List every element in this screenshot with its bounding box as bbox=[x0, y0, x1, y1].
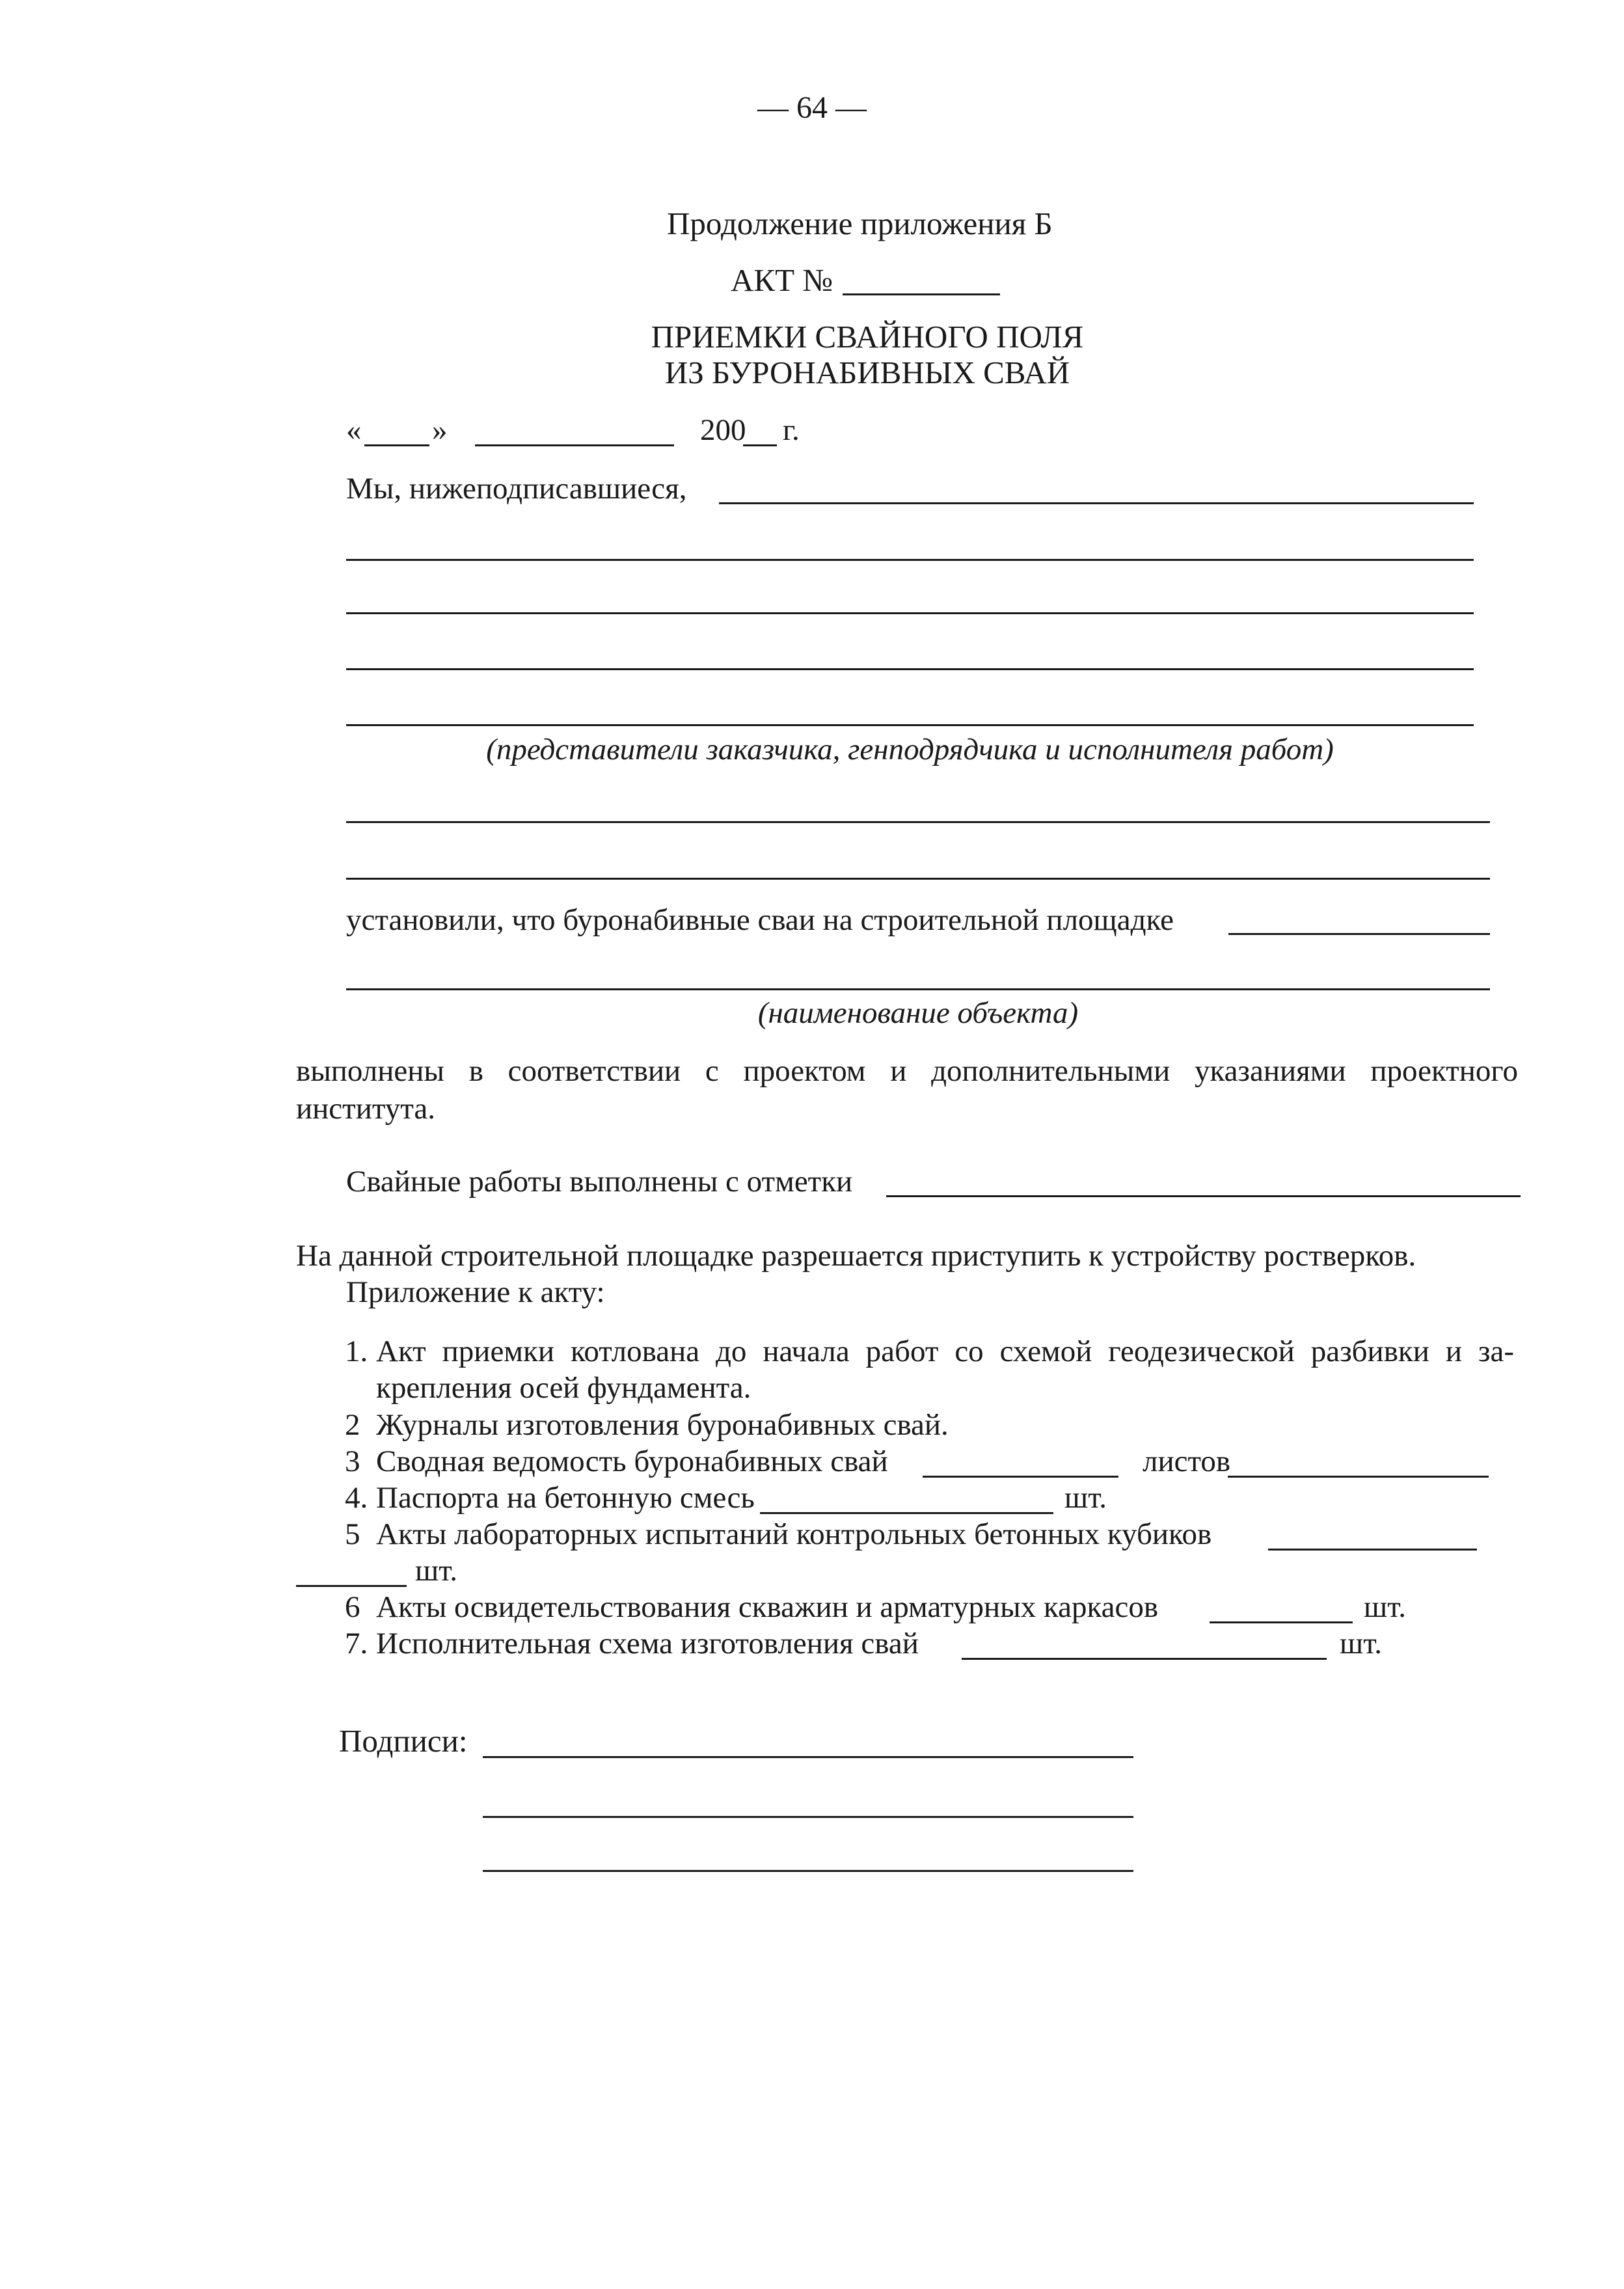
date-year-prefix: 200 bbox=[700, 413, 746, 447]
signatories-intro: Мы, нижеподписавшиеся, bbox=[346, 472, 687, 506]
appendix-note: Продолжение приложения Б bbox=[667, 206, 1053, 241]
attachment-3-mid: листов bbox=[1143, 1444, 1231, 1478]
date-day-field[interactable] bbox=[364, 444, 429, 446]
attachment-5-number: 5 bbox=[345, 1517, 360, 1551]
act-number-field[interactable] bbox=[843, 293, 1000, 295]
permission-text: На данной строительной площадке разрешается приступить к устройству ростверков. bbox=[296, 1239, 1416, 1273]
attachment-2-text: Журналы изготовления буронабивных свай. bbox=[376, 1408, 949, 1442]
signature-line-3[interactable] bbox=[483, 1870, 1133, 1872]
extra-field-line-1[interactable] bbox=[346, 821, 1490, 823]
attachment-4-field[interactable] bbox=[760, 1512, 1053, 1514]
attachment-5-field-b[interactable] bbox=[296, 1585, 407, 1587]
signatories-field-line-2[interactable] bbox=[346, 559, 1474, 561]
act-title-line1: ПРИЕМКИ СВАЙНОГО ПОЛЯ bbox=[651, 319, 1084, 355]
attachment-4-number: 4. bbox=[345, 1481, 368, 1515]
extra-field-line-2[interactable] bbox=[346, 878, 1490, 880]
attachment-5-text: Акты лабораторных испытаний контрольных бетонных кубиков bbox=[376, 1517, 1212, 1551]
attachment-7-unit: шт. bbox=[1340, 1627, 1382, 1660]
signatures-label: Подписи: bbox=[339, 1723, 468, 1759]
signatories-field-line-3[interactable] bbox=[346, 612, 1474, 614]
compliance-line-2: института. bbox=[296, 1092, 436, 1126]
attachment-5-unit: шт. bbox=[415, 1554, 457, 1588]
attachment-3-count-field[interactable] bbox=[923, 1476, 1118, 1478]
attachment-6-number: 6 bbox=[345, 1590, 360, 1624]
attachment-6-text: Акты освидетельствования скважин и арматурных каркасов bbox=[376, 1590, 1159, 1624]
date-year-field[interactable] bbox=[743, 444, 777, 446]
compliance-line-1: выполнены в соответствии с проектом и дополнительными указаниями проектного bbox=[296, 1054, 1518, 1088]
object-caption: (наименование объекта) bbox=[757, 996, 1079, 1030]
attachments-label: Приложение к акту: bbox=[346, 1275, 605, 1309]
attachment-4-unit: шт. bbox=[1064, 1481, 1107, 1515]
attachment-7-field[interactable] bbox=[962, 1658, 1327, 1660]
object-name-field[interactable] bbox=[346, 988, 1490, 990]
attachment-2-number: 2 bbox=[345, 1408, 360, 1442]
signatories-field-line-4[interactable] bbox=[346, 668, 1474, 670]
attachment-3-text: Сводная ведомость буронабивных свай bbox=[376, 1444, 888, 1478]
attachment-1-number: 1. bbox=[345, 1334, 368, 1368]
signatories-field-line-5[interactable] bbox=[346, 724, 1474, 726]
date-close-quote: » bbox=[432, 413, 448, 447]
attachment-7-number: 7. bbox=[345, 1627, 368, 1660]
signatories-field-line-1[interactable] bbox=[719, 502, 1474, 504]
attachment-3-sheets-field[interactable] bbox=[1228, 1476, 1489, 1478]
attachment-1-text-line1: Акт приемки котлована до начала работ со схемой геодезической разбивки и за- bbox=[376, 1334, 1514, 1368]
attachment-7-text: Исполнительная схема изготовления свай bbox=[376, 1627, 919, 1660]
elevation-field[interactable] bbox=[886, 1195, 1521, 1197]
act-number-label: АКТ № bbox=[731, 262, 833, 298]
attachment-1-text-line2: крепления осей фундамента. bbox=[376, 1371, 751, 1405]
attachment-4-text: Паспорта на бетонную смесь bbox=[376, 1481, 755, 1515]
elevation-text: Свайные работы выполнены с отметки bbox=[346, 1165, 853, 1199]
signature-line-2[interactable] bbox=[483, 1816, 1133, 1818]
established-text: установили, что буронабивные сваи на строительной площадке bbox=[346, 903, 1174, 937]
date-month-field[interactable] bbox=[475, 444, 674, 446]
signature-line-1[interactable] bbox=[483, 1756, 1133, 1758]
attachment-6-field[interactable] bbox=[1210, 1621, 1353, 1623]
attachment-6-unit: шт. bbox=[1364, 1590, 1406, 1624]
representatives-caption: (представители заказчика, генподрядчика и исполнителя работ) bbox=[486, 733, 1334, 766]
date-open-quote: « bbox=[346, 413, 362, 447]
date-year-suffix: г. bbox=[783, 413, 800, 447]
attachment-3-number: 3 bbox=[345, 1444, 360, 1478]
attachment-5-field-a[interactable] bbox=[1268, 1549, 1477, 1551]
page-number: — 64 — bbox=[757, 90, 867, 125]
act-title-line2: ИЗ БУРОНАБИВНЫХ СВАЙ bbox=[664, 355, 1070, 390]
site-name-field[interactable] bbox=[1228, 933, 1490, 935]
